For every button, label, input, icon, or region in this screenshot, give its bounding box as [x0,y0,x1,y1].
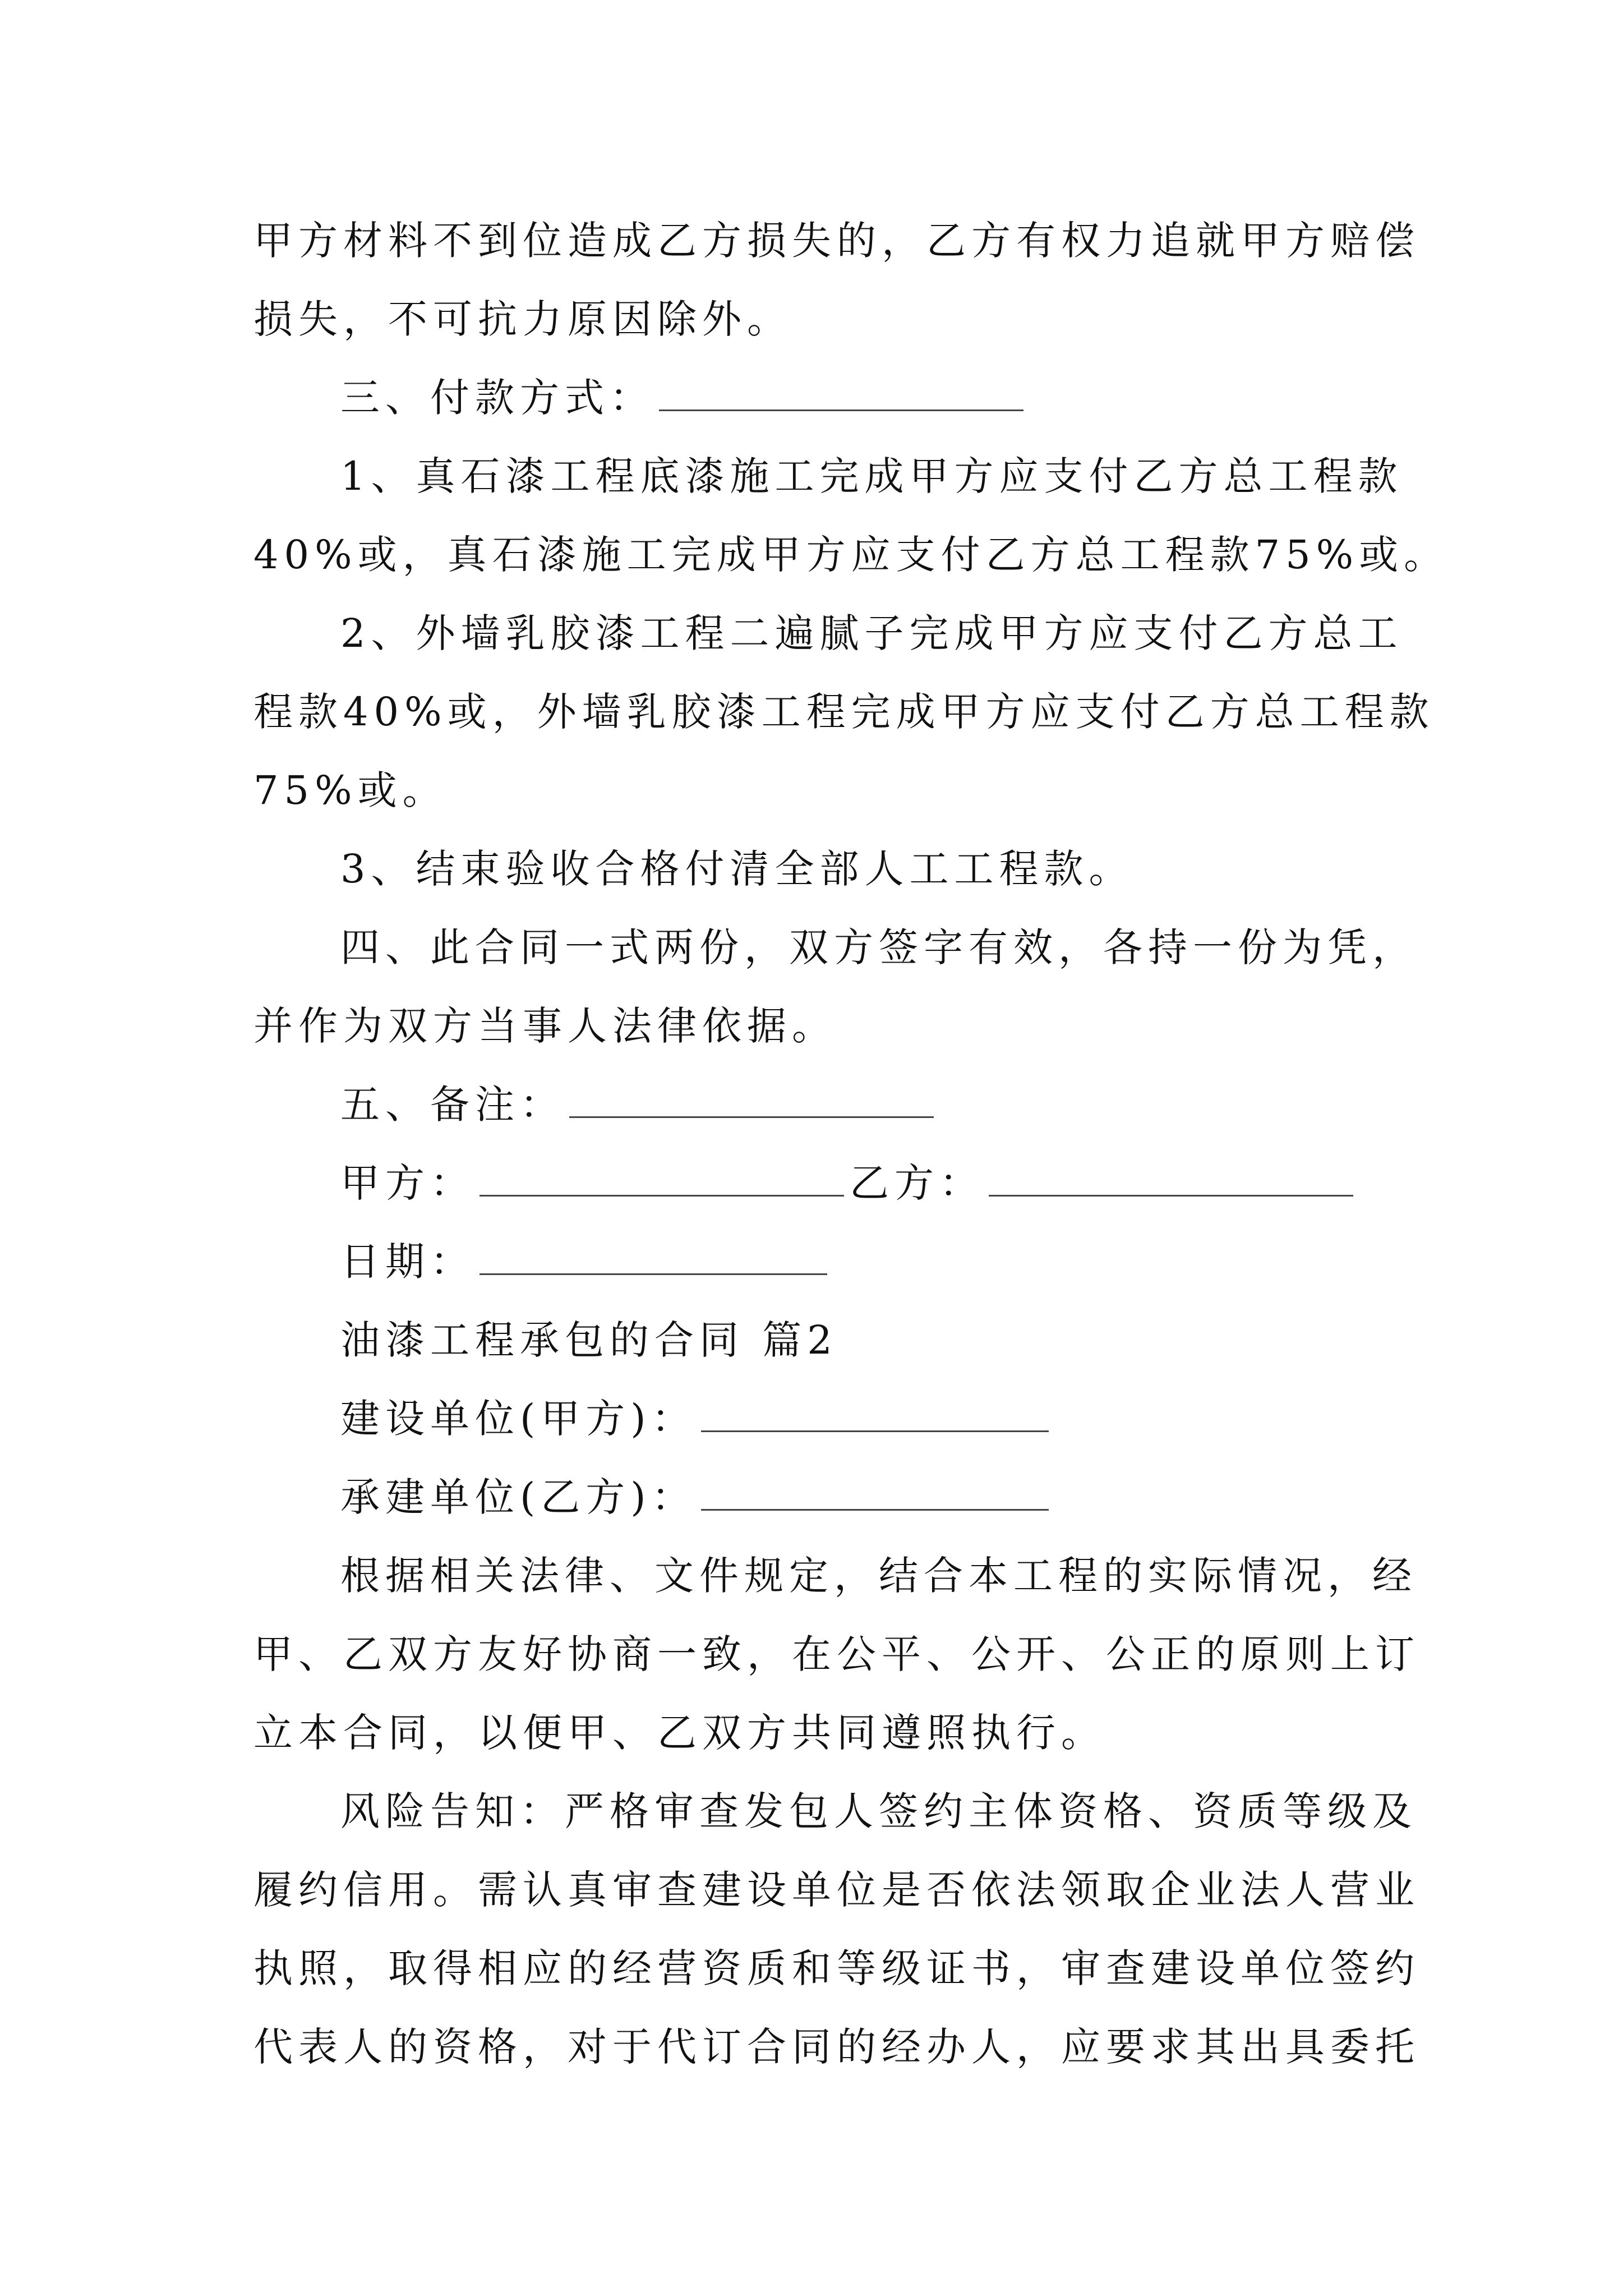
paragraph-line: 四、此合同一式两份，双方签字有效，各持一份为凭， [340,924,1417,970]
builder-blank[interactable] [701,1396,1049,1432]
builder-line [340,1388,1049,1450]
paragraph-line: 1、真石漆工程底漆施工完成甲方应支付乙方总工程款 [340,453,1403,499]
paragraph-line: 立本合同，以便甲、乙双方共同遵照执行。 [253,1710,1106,1756]
date-label: 日期： [340,1239,475,1285]
date-line [340,1231,827,1292]
paragraph-line: 损失，不可抗力原因除外。 [253,296,792,342]
builder-label: 建设单位(甲方)： [340,1396,697,1442]
paragraph-line: 根据相关法律、文件规定，结合本工程的实际情况，经 [340,1553,1417,1599]
paragraph-line: 执照，取得相应的经营资质和等级证书，审查建设单位签约 [253,1945,1420,1991]
section-title: 油漆工程承包的合同 篇2 [340,1317,838,1363]
payment-method-line [340,367,1023,429]
party-a-label: 甲方： [340,1160,475,1206]
party-b-label: 乙方： [850,1160,984,1206]
contractor-line [340,1466,1049,1528]
contractor-label: 承建单位(乙方)： [340,1474,697,1520]
paragraph-line: 3、结束验收合格付清全部人工工程款。 [340,846,1134,892]
remarks-label: 五、备注： [340,1082,565,1128]
party-b-blank[interactable] [989,1160,1353,1197]
remarks-blank[interactable] [569,1082,934,1118]
date-blank[interactable] [479,1239,827,1275]
paragraph-line: 甲方材料不到位造成乙方损失的，乙方有权力追就甲方赔偿 [253,218,1420,264]
paragraph-line: 履约信用。需认真审查建设单位是否依法领取企业法人营业 [253,1867,1420,1913]
payment-method-blank[interactable] [659,375,1023,411]
payment-method-label: 三、付款方式： [340,375,654,421]
paragraph-line: 2、外墙乳胶漆工程二遍腻子完成甲方应支付乙方总工 [340,610,1403,656]
signature-line [340,1152,1353,1214]
paragraph-line: 程款40%或，外墙乳胶漆工程完成甲方应支付乙方总工程款 [253,689,1435,735]
party-a-blank[interactable] [479,1160,844,1197]
paragraph-line: 代表人的资格，对于代订合同的经办人，应要求其出具委托 [253,2024,1420,2070]
paragraph-line: 风险告知：严格审查发包人签约主体资格、资质等级及 [340,1788,1417,1834]
paragraph-line: 并作为双方当事人法律依据。 [253,1003,837,1049]
contractor-blank[interactable] [701,1474,1049,1511]
paragraph-line: 甲、乙双方友好协商一致，在公平、公开、公正的原则上订 [253,1631,1420,1677]
paragraph-line: 40%或，真石漆施工完成甲方应支付乙方总工程款75%或。 [253,532,1449,578]
paragraph-line: 75%或。 [253,767,448,813]
remarks-line [340,1074,934,1135]
